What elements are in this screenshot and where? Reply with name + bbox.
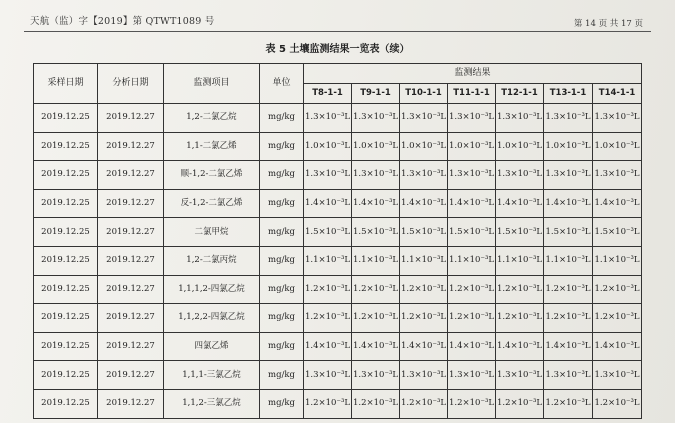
result-cell: 1.3×10⁻³L — [304, 161, 352, 190]
sample-date-cell: 2019.12.25 — [34, 389, 98, 418]
result-cell: 1.2×10⁻³L — [352, 304, 400, 333]
unit-cell: mg/kg — [260, 361, 304, 390]
result-cell: 1.0×10⁻³L — [400, 132, 448, 161]
sample-date-cell: 2019.12.25 — [34, 246, 98, 275]
result-cell: 1.2×10⁻³L — [448, 304, 496, 333]
result-cell: 1.2×10⁻³L — [304, 275, 352, 304]
result-cell: 1.1×10⁻³L — [448, 246, 496, 275]
analysis-date-cell: 2019.12.27 — [98, 132, 164, 161]
result-cell: 1.3×10⁻³L — [448, 361, 496, 390]
header-divider — [24, 31, 651, 32]
analysis-date-cell: 2019.12.27 — [98, 304, 164, 333]
analysis-date-cell: 2019.12.27 — [98, 189, 164, 218]
soil-monitoring-table — [33, 63, 642, 419]
header-site: T14-1-1 — [593, 84, 642, 104]
result-cell: 1.4×10⁻³L — [448, 332, 496, 361]
result-cell: 1.4×10⁻³L — [496, 332, 544, 361]
result-cell: 1.5×10⁻³L — [593, 218, 642, 247]
result-cell: 1.2×10⁻³L — [496, 275, 544, 304]
unit-cell: mg/kg — [260, 275, 304, 304]
result-cell: 1.2×10⁻³L — [593, 389, 642, 418]
item-cell: 反-1,2-二氯乙烯 — [164, 189, 260, 218]
analysis-date-cell: 2019.12.27 — [98, 246, 164, 275]
item-cell: 二氯甲烷 — [164, 218, 260, 247]
result-cell: 1.1×10⁻³L — [400, 246, 448, 275]
result-cell: 1.2×10⁻³L — [304, 389, 352, 418]
result-cell: 1.5×10⁻³L — [352, 218, 400, 247]
header-results: 监测结果 — [304, 64, 642, 84]
table-row — [34, 161, 642, 190]
result-cell: 1.0×10⁻³L — [496, 132, 544, 161]
item-cell: 1,1-二氯乙烯 — [164, 132, 260, 161]
analysis-date-cell: 2019.12.27 — [98, 332, 164, 361]
result-cell: 1.2×10⁻³L — [448, 389, 496, 418]
result-cell: 1.5×10⁻³L — [496, 218, 544, 247]
item-cell: 1,1,2-三氯乙烷 — [164, 389, 260, 418]
sample-date-cell: 2019.12.25 — [34, 104, 98, 133]
result-cell: 1.4×10⁻³L — [400, 189, 448, 218]
header-site: T10-1-1 — [400, 84, 448, 104]
unit-cell: mg/kg — [260, 246, 304, 275]
unit-cell: mg/kg — [260, 161, 304, 190]
result-cell: 1.4×10⁻³L — [304, 332, 352, 361]
result-cell: 1.5×10⁻³L — [448, 218, 496, 247]
header-site: T13-1-1 — [544, 84, 593, 104]
unit-cell: mg/kg — [260, 304, 304, 333]
result-cell: 1.2×10⁻³L — [544, 275, 593, 304]
item-cell: 1,1,1-三氯乙烷 — [164, 361, 260, 390]
result-cell: 1.0×10⁻³L — [544, 132, 593, 161]
sample-date-cell: 2019.12.25 — [34, 332, 98, 361]
result-cell: 1.3×10⁻³L — [593, 104, 642, 133]
table-row — [34, 246, 642, 275]
result-cell: 1.4×10⁻³L — [352, 332, 400, 361]
result-cell: 1.3×10⁻³L — [544, 104, 593, 133]
unit-cell: mg/kg — [260, 132, 304, 161]
unit-cell: mg/kg — [260, 389, 304, 418]
result-cell: 1.4×10⁻³L — [593, 189, 642, 218]
result-cell: 1.3×10⁻³L — [304, 104, 352, 133]
result-cell: 1.2×10⁻³L — [400, 275, 448, 304]
result-cell: 1.2×10⁻³L — [352, 275, 400, 304]
result-cell: 1.2×10⁻³L — [544, 304, 593, 333]
result-cell: 1.3×10⁻³L — [593, 361, 642, 390]
item-cell: 1,1,1,2-四氯乙烷 — [164, 275, 260, 304]
result-cell: 1.3×10⁻³L — [448, 104, 496, 133]
result-cell: 1.3×10⁻³L — [352, 104, 400, 133]
result-cell: 1.2×10⁻³L — [304, 304, 352, 333]
result-cell: 1.3×10⁻³L — [544, 161, 593, 190]
table-row — [34, 218, 642, 247]
table-row — [34, 132, 642, 161]
result-cell: 1.3×10⁻³L — [496, 361, 544, 390]
table-row — [34, 304, 642, 333]
analysis-date-cell: 2019.12.27 — [98, 389, 164, 418]
result-cell: 1.3×10⁻³L — [544, 361, 593, 390]
sample-date-cell: 2019.12.25 — [34, 218, 98, 247]
item-cell: 1,2-二氯丙烷 — [164, 246, 260, 275]
result-cell: 1.3×10⁻³L — [400, 104, 448, 133]
result-cell: 1.4×10⁻³L — [304, 189, 352, 218]
table-row — [34, 361, 642, 390]
result-cell: 1.4×10⁻³L — [544, 189, 593, 218]
sample-date-cell: 2019.12.25 — [34, 304, 98, 333]
header-site: T12-1-1 — [496, 84, 544, 104]
sample-date-cell: 2019.12.25 — [34, 161, 98, 190]
result-cell: 1.3×10⁻³L — [496, 161, 544, 190]
result-cell: 1.5×10⁻³L — [304, 218, 352, 247]
result-cell: 1.5×10⁻³L — [544, 218, 593, 247]
result-cell: 1.3×10⁻³L — [352, 361, 400, 390]
analysis-date-cell: 2019.12.27 — [98, 218, 164, 247]
result-cell: 1.2×10⁻³L — [352, 389, 400, 418]
result-cell: 1.4×10⁻³L — [496, 189, 544, 218]
sample-date-cell: 2019.12.25 — [34, 189, 98, 218]
report-number: 天航（监）字【2019】第 QTWT1089 号 — [30, 16, 215, 27]
result-cell: 1.3×10⁻³L — [593, 161, 642, 190]
table-row — [34, 389, 642, 418]
header-site: T8-1-1 — [304, 84, 352, 104]
header-sample-date: 采样日期 — [34, 64, 98, 104]
table-row — [34, 332, 642, 361]
unit-cell: mg/kg — [260, 104, 304, 133]
result-cell: 1.2×10⁻³L — [593, 304, 642, 333]
page-number: 第 14 页 共 17 页 — [573, 19, 643, 29]
result-cell: 1.2×10⁻³L — [593, 275, 642, 304]
result-cell: 1.2×10⁻³L — [400, 304, 448, 333]
unit-cell: mg/kg — [260, 218, 304, 247]
header-item: 监测项目 — [164, 64, 260, 104]
result-cell: 1.1×10⁻³L — [496, 246, 544, 275]
header-unit: 单位 — [260, 64, 304, 104]
sample-date-cell: 2019.12.25 — [34, 132, 98, 161]
table-row — [34, 104, 642, 133]
analysis-date-cell: 2019.12.27 — [98, 161, 164, 190]
result-cell: 1.4×10⁻³L — [400, 332, 448, 361]
result-cell: 1.3×10⁻³L — [400, 161, 448, 190]
result-cell: 1.2×10⁻³L — [496, 304, 544, 333]
result-cell: 1.2×10⁻³L — [496, 389, 544, 418]
result-cell: 1.0×10⁻³L — [448, 132, 496, 161]
header-site: T9-1-1 — [352, 84, 400, 104]
table-title: 表 5 土壤监测结果一览表（续） — [265, 44, 410, 55]
analysis-date-cell: 2019.12.27 — [98, 361, 164, 390]
table-row — [34, 275, 642, 304]
item-cell: 顺-1,2-二氯乙烯 — [164, 161, 260, 190]
header-site: T11-1-1 — [448, 84, 496, 104]
result-cell: 1.5×10⁻³L — [400, 218, 448, 247]
result-cell: 1.0×10⁻³L — [352, 132, 400, 161]
result-cell: 1.4×10⁻³L — [544, 332, 593, 361]
result-cell: 1.4×10⁻³L — [448, 189, 496, 218]
header-analysis-date: 分析日期 — [98, 64, 164, 104]
analysis-date-cell: 2019.12.27 — [98, 104, 164, 133]
unit-cell: mg/kg — [260, 332, 304, 361]
result-cell: 1.2×10⁻³L — [544, 389, 593, 418]
item-cell: 1,1,2,2-四氯乙烷 — [164, 304, 260, 333]
result-cell: 1.0×10⁻³L — [593, 132, 642, 161]
unit-cell: mg/kg — [260, 189, 304, 218]
result-cell: 1.3×10⁻³L — [496, 104, 544, 133]
sample-date-cell: 2019.12.25 — [34, 275, 98, 304]
item-cell: 四氯乙烯 — [164, 332, 260, 361]
result-cell: 1.3×10⁻³L — [304, 361, 352, 390]
table-row — [34, 189, 642, 218]
sample-date-cell: 2019.12.25 — [34, 361, 98, 390]
result-cell: 1.1×10⁻³L — [593, 246, 642, 275]
result-cell: 1.3×10⁻³L — [448, 161, 496, 190]
result-cell: 1.1×10⁻³L — [304, 246, 352, 275]
result-cell: 1.2×10⁻³L — [400, 389, 448, 418]
result-cell: 1.1×10⁻³L — [352, 246, 400, 275]
item-cell: 1,2-二氯乙烷 — [164, 104, 260, 133]
result-cell: 1.0×10⁻³L — [304, 132, 352, 161]
result-cell: 1.1×10⁻³L — [544, 246, 593, 275]
result-cell: 1.3×10⁻³L — [352, 161, 400, 190]
result-cell: 1.2×10⁻³L — [448, 275, 496, 304]
result-cell: 1.3×10⁻³L — [400, 361, 448, 390]
result-cell: 1.4×10⁻³L — [593, 332, 642, 361]
result-cell: 1.4×10⁻³L — [352, 189, 400, 218]
analysis-date-cell: 2019.12.27 — [98, 275, 164, 304]
